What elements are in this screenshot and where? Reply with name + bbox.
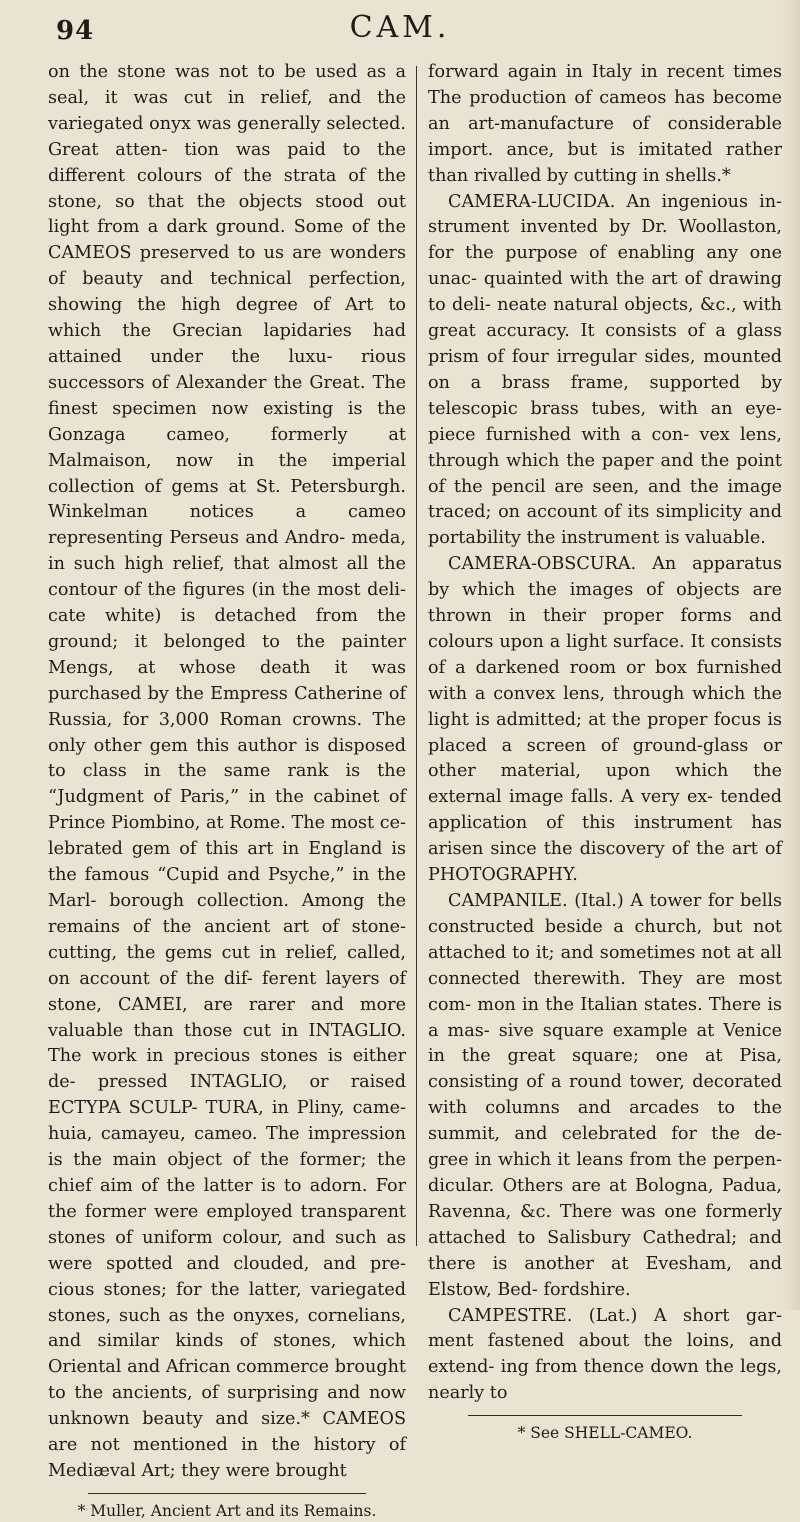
left-column [48, 60, 406, 1520]
left-paragraph: on the stone was not to be used as a seal, it was cut in relief, and the variegated onyx was generally selected. Great atten- tion was paid to the different colours of the strata of the stone, so that the objects stood out light from a dark ground. Some of the CAMEOS preserved to us are wonders of beauty and technical perfection, showing the high degree of Art to which the Grecian lapidaries had attained under the luxu- rious successors of Alexander the Great. The finest specimen now existing is the Gonzaga cameo, formerly at Malmaison, now in the imperial collection of gems at St. Petersburgh. Winkelman notices a cameo representing Perseus and Andro- meda, in such high relief, that almost all the contour of the figures (in the most deli- cate white) is detached from the ground; it belonged to the painter Mengs, at whose death it was purchased by the Empress Catherine of Russia, for 3,000 Roman crowns. The only other gem this author is disposed to class in the same rank is the “Judgment of Paris,” in the cabinet of Prince Piombino, at Rome. The most ce- lebrated gem of this art in England is the famous “Cupid and Psyche,” in the Marl- borough collection. Among the remains of the ancient art of stone-cutting, the gems cut in relief, called, on account of the dif- ferent layers of stone, CAMEI, are rarer and more valuable than those cut in INTAGLIO. The work in precious stones is either de- pressed INTAGLIO, or raised ECTYPA SCULP- TURA, in Pliny, came-huia, camayeu, cameo. The impression is the main object of the former; the chief aim of the latter is to adorn. For the former were employed transparent stones of uniform colour, and such as were spotted and clouded, and pre- cious stones; for the latter, variegated stones, such as the onyxes, cornelians, and similar kinds of stones, which Oriental and African commerce brought to the ancients, of surprising and now unknown beauty and size.* CAMEOS are not mentioned in the history of Mediæval Art; they were brought [48, 62, 406, 1481]
page-number: 94 [56, 16, 95, 46]
footnote-rule [468, 1415, 742, 1416]
entry-camera-lucida: CAMERA-LUCIDA. An ingenious in- strument invented by Dr. Woollaston, for the purpose of enabling any one unac- quainted with the art of drawing to deli- neate natural objects, &c., with great accuracy. It consists of a glass prism of four irregular sides, mounted on a brass frame, supported by telescopic brass tubes, with an eye-piece furnished with a con- vex lens, through which the paper and the point of the pencil are seen, and the image traced; on account of its simplicity and portability the instrument is valuable. [428, 191, 782, 549]
column-divider [416, 66, 417, 1246]
right-column [428, 60, 782, 1443]
running-head: CAM. [349, 10, 451, 45]
right-footnote: * See SHELL-CAMEO. [517, 1424, 693, 1443]
left-footnote: * Muller, Ancient Art and its Remains. [77, 1501, 377, 1520]
entry-camera-obscura: CAMERA-OBSCURA. An apparatus by which the images of objects are thrown in their proper forms and colours upon a light surface. It consists of a darkened room or box furnished with a convex lens, through which the light is admitted; at the proper focus is placed a screen of ground-glass or other material, upon which the external image falls. A very ex- tended application of this instrument has arisen since the discovery of the art of PHOTOGRAPHY. [428, 554, 782, 886]
page-header [0, 8, 800, 52]
entry-campestre: CAMPESTRE. (Lat.) A short gar- ment fastened about the loins, and extend- ing from thence down the legs, nearly to [428, 1305, 782, 1404]
right-paragraph-continuation: forward again in Italy in recent times The production of cameos has become an art-manufacture of considerable import. ance, but is imitated rather than rivalled by cutting in shells.* [428, 62, 782, 186]
entry-campanile: CAMPANILE. (Ital.) A tower for bells constructed beside a church, but not attached to it; and sometimes not at all connected therewith. They are most com- mon in the Italian states. There is a mas- sive square example at Venice in the great square; one at Pisa, consisting of a round tower, decorated with columns and arcades to the summit, and celebrated for the de- gree in which it leans from the perpen- dicular. Others are at Bologna, Padua, Ravenna, &c. There was one formerly attached to Salisbury Cathedral; and there is another at Evesham, and Elstow, Bed- fordshire. [428, 891, 782, 1300]
page-edge-shading [782, 0, 800, 1310]
footnote-rule [88, 1493, 366, 1494]
